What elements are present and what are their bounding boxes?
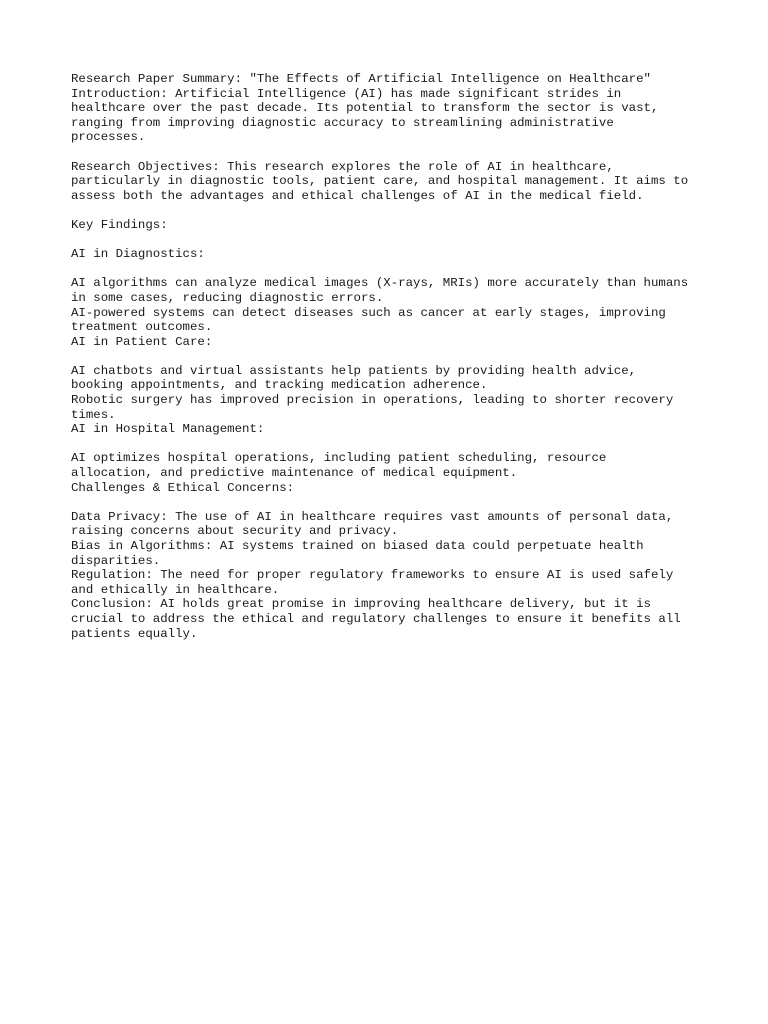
patient-care-block (71, 364, 711, 437)
key-findings-heading (71, 218, 711, 233)
text-line: times. (71, 407, 116, 422)
text-line: Bias in Algorithms: AI systems trained on biased data could perpetuate health (71, 539, 644, 553)
text-line: Introduction: Artificial Intelligence (AI) has made significant strides in (71, 86, 622, 101)
section-heading: AI in Hospital Management: (71, 422, 265, 437)
paragraph-gap (71, 262, 711, 277)
diagnostics-block (71, 276, 711, 349)
text-line: Research Objectives: This research explores the role of AI in healthcare, (71, 159, 614, 174)
paragraph-gap (71, 233, 711, 248)
section-heading: Key Findings: (71, 217, 168, 232)
text-line: booking appointments, and tracking medication adherence. (71, 378, 488, 393)
text-line: Regulation: The need for proper regulatory frameworks to ensure AI is used safely (71, 568, 674, 583)
text-line: particularly in diagnostic tools, patient care, and hospital management. It aims to (71, 174, 689, 189)
objectives-block (71, 160, 711, 204)
text-line: ranging from improving diagnostic accuracy to streamlining administrative (71, 115, 614, 130)
text-line: in some cases, reducing diagnostic errors. (71, 290, 384, 305)
paragraph-gap (71, 145, 711, 160)
text-line: AI algorithms can analyze medical images (X-rays, MRIs) more accurately than humans (71, 276, 689, 291)
text-line: and ethically in healthcare. (71, 582, 280, 597)
challenges-block (71, 510, 711, 641)
text-line: processes. (71, 130, 146, 145)
conclusion-line: crucial to address the ethical and regulatory challenges to ensure it benefits all (71, 611, 681, 626)
hospital-management-block (71, 451, 711, 495)
section-heading: AI in Diagnostics: (71, 247, 205, 262)
conclusion-line: Conclusion: AI holds great promise in improving healthcare delivery, but it is (71, 597, 651, 612)
text-line: healthcare over the past decade. Its potential to transform the sector is vast, (71, 101, 659, 116)
text-line: Robotic surgery has improved precision in operations, leading to shorter recovery (71, 393, 674, 408)
text-line: AI optimizes hospital operations, including patient scheduling, resource (71, 451, 607, 466)
text-line: allocation, and predictive maintenance of medical equipment. (71, 466, 518, 481)
diagnostics-heading (71, 247, 711, 262)
conclusion-line: patients equally. (71, 626, 198, 641)
text-line: AI chatbots and virtual assistants help patients by providing health advice, (71, 363, 637, 378)
paragraph-gap (71, 495, 711, 510)
section-heading: AI in Patient Care: (71, 334, 213, 349)
text-line: assess both the advantages and ethical challenges of AI in the medical field. (71, 188, 644, 203)
text-line: raising concerns about security and privacy. (71, 524, 399, 539)
intro-block (71, 72, 711, 145)
paragraph-gap (71, 203, 711, 218)
text-line: treatment outcomes. (71, 320, 213, 335)
paragraph-gap (71, 437, 711, 452)
text-line: Data Privacy: The use of AI in healthcare requires vast amounts of personal data, (71, 509, 674, 524)
paragraph-gap (71, 349, 711, 364)
document-title-line: Research Paper Summary: "The Effects of Artificial Intelligence on Healthcare" (71, 72, 651, 86)
document-page (71, 72, 711, 641)
text-line: AI-powered systems can detect diseases such as cancer at early stages, improving (71, 305, 666, 320)
text-line: disparities. (71, 553, 161, 568)
section-heading: Challenges & Ethical Concerns: (71, 480, 295, 495)
